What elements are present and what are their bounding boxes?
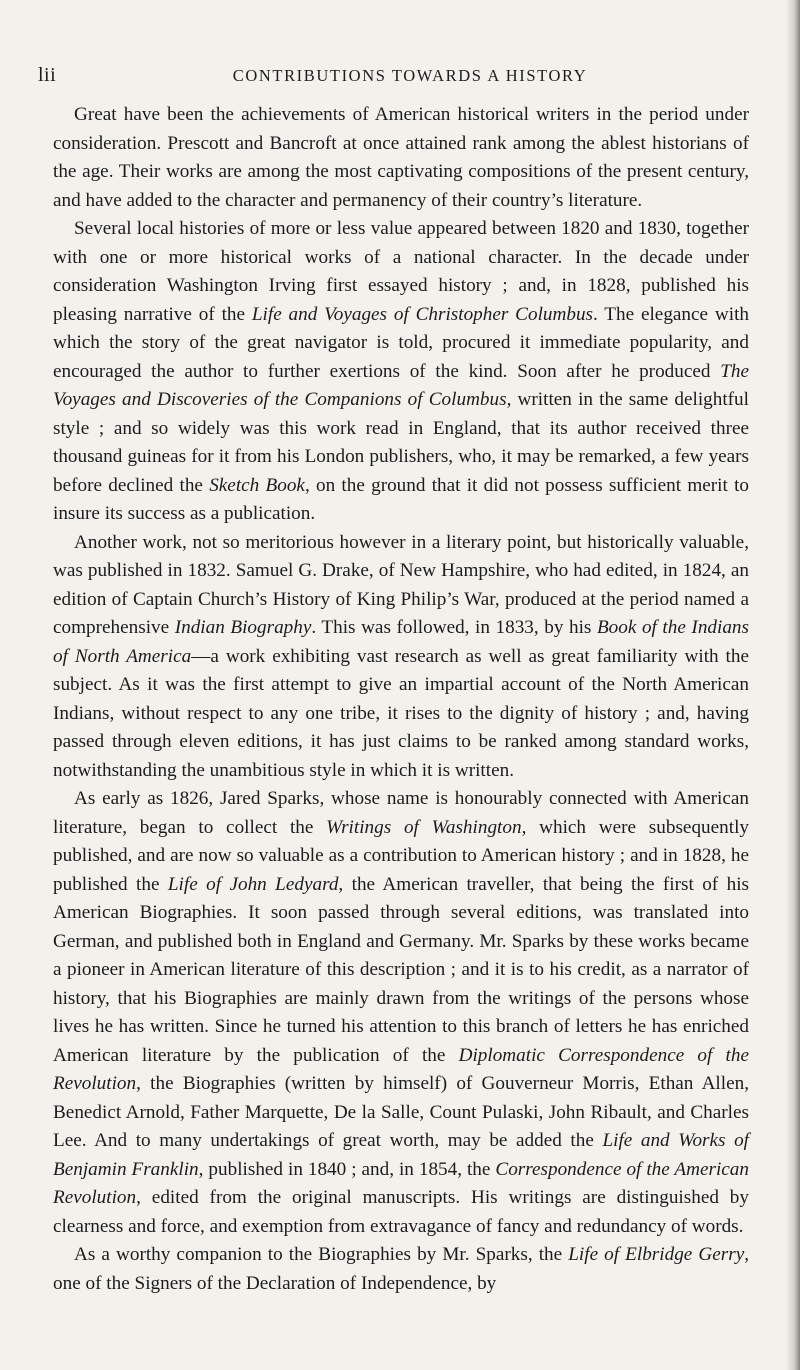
text-run: , one of the Signers of the Declaration of Independence, by: [53, 1244, 750, 1294]
page-edge-shadow: [786, 0, 800, 1370]
text-run: . This was followed, in 1833, by his: [311, 617, 597, 638]
body-text: [53, 101, 749, 1298]
italic-title: Correspondence of the American Revolution: [53, 1158, 749, 1208]
paragraph: [53, 529, 749, 786]
paragraph: [53, 101, 749, 215]
paragraph: [53, 215, 749, 529]
text-run: , the American traveller, that being the first of his American Biographies. It soon passed through several editions, was translated into German, and published both in England and Germany. Mr. Sparks by these works became a pioneer in American literature of this description ; and it is to his credit, as a narrator of history, that his Biographies are mainly drawn from the writings of the persons whose lives he has written. Since he turned his attention to this branch of letters he has enriched American literature by the publication of the: [53, 873, 749, 1066]
italic-title: Sketch Book: [209, 474, 305, 496]
text-run: , written in the same delightful style ; and so widely was this work read in England, that its author received three thousand guineas for it from his London publishers, who, it may be remarked, a few years before declined the: [53, 389, 749, 496]
text-run: As a worthy companion to the Biographies by Mr. Sparks, the: [74, 1244, 569, 1265]
italic-title: Indian Biography: [174, 617, 312, 638]
text-run: Several local histories of more or less value appeared between 1820 and 1830, together with one or more historical works of a national character. In the decade under consideration Washington Irving first essayed history ; and, in 1828, published his pleasing narrative of the: [53, 218, 749, 325]
paragraph: [53, 785, 749, 1241]
italic-title: Diplomatic Correspondence of the Revolution: [53, 1044, 749, 1094]
italic-title: Life of John Ledyard: [167, 873, 339, 895]
text-run: , edited from the original manuscripts. His writings are distinguished by clearness and force, and exemption from extravagance of fancy and redundancy of words.: [53, 1187, 749, 1237]
text-run: Another work, not so meritorious however in a literary point, but historically valuable, was published in 1832. Samuel G. Drake, of New Hampshire, who had edited, in 1824, an edition of Captain Church’s History of King Philip’s War, produced at the period named a comprehensive: [53, 531, 749, 638]
italic-title: Life of Elbridge Gerry: [568, 1244, 745, 1265]
text-run: . The elegance with which the story of the great navigator is told, procured it immediate popularity, and encouraged the author to further exertions of the kind. Soon after he produced: [53, 303, 749, 382]
text-run: As early as 1826, Jared Sparks, whose name is honourably connected with American literature, began to collect the: [53, 788, 749, 838]
text-run: , published in 1840 ; and, in 1854, the: [198, 1158, 496, 1180]
text-run: —a work exhibiting vast research as well as great familiarity with the subject. As it was the first attempt to give an impartial account of the North American Indians, without respect to any one tribe, it rises to the dignity of history ; and, having passed through eleven editions, it has just claims to be ranked among standard works, notwithstanding the unambitious style in which it is written.: [53, 645, 749, 781]
italic-title: Life and Voyages of Christopher Columbus: [251, 303, 594, 325]
italic-title: Book of the Indians of North America: [53, 617, 749, 667]
text-run: , on the ground that it did not possess sufficient merit to insure its success as a publication.: [53, 474, 750, 524]
italic-title: The Voyages and Discoveries of the Companions of Columbus: [53, 360, 749, 410]
text-run: , which were subsequently published, and are now so valuable as a contribution to American history ; and in 1828, he published the: [53, 816, 749, 895]
text-run: , the Biographies (written by himself) of Gouverneur Morris, Ethan Allen, Benedict Arnold, Father Marquette, De la Salle, Count Pulaski, John Ribault, and Charles Lee. And to many undertakings of great worth, may be added the: [53, 1073, 749, 1151]
page-number: lii: [38, 64, 57, 86]
paragraph: [53, 1241, 749, 1298]
italic-title: Writings of Washington: [326, 816, 522, 838]
italic-title: Life and Works of Benjamin Franklin: [53, 1130, 749, 1180]
running-head: CONTRIBUTIONS TOWARDS A HISTORY: [232, 66, 588, 85]
page-header: [38, 64, 760, 88]
text-run: Great have been the achievements of American historical writers in the period under consideration. Prescott and Bancroft at once attained rank among the ablest historians of the age. Their works are among the most captivating compositions of the present century, and have added to the character and permanency of their country’s literature.: [53, 104, 749, 211]
